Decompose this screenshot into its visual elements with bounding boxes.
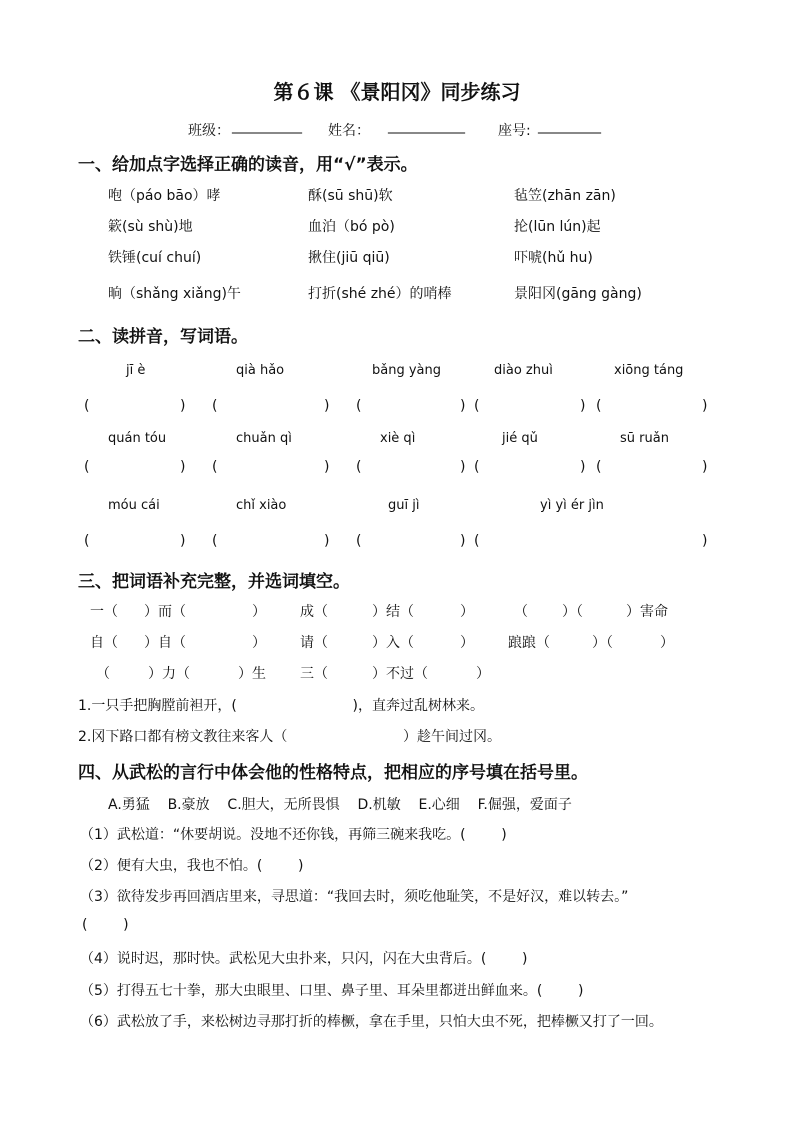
answer-close[interactable]: ) [180, 533, 186, 549]
s1-item: 打折(shé zhé）的哨棒 [308, 286, 452, 302]
question-item: （1）武松道：“休要胡说。没地不还你钱，再筛三碗来我吃。( ) [80, 827, 507, 843]
s1-item: 咆（páo bāo）哮 [108, 188, 221, 204]
answer-close[interactable]: ) [702, 398, 708, 414]
answer-blank[interactable]: ( ) [82, 917, 129, 933]
answer-open[interactable]: ( [84, 459, 90, 475]
idiom-part: ）生 [238, 666, 266, 682]
idiom-part: 踉踉（ [508, 635, 550, 651]
fill-question-1: 1.一只手把胸膛前袒开，( )，直奔过乱树林来。 [78, 698, 484, 714]
question-item: （2）便有大虫，我也不怕。( ) [80, 858, 304, 874]
idiom-part: ）（ [592, 635, 613, 651]
question-item: （4）说时迟，那时快。武松见大虫扑来，只闪，闪在大虫背后。( ) [80, 951, 528, 967]
section3-heading: 三、把词语补充完整，并选词填空。 [78, 572, 350, 592]
fill-question-2: 2.冈下路口都有榜文教往来客人（ ）趁午间过冈。 [78, 729, 502, 745]
idiom-part: ）而（ [144, 604, 186, 620]
answer-open[interactable]: ( [84, 533, 90, 549]
pinyin-prompt: jié qǔ [502, 431, 538, 446]
answer-open[interactable]: ( [212, 459, 218, 475]
answer-close[interactable]: ) [702, 459, 708, 475]
pinyin-prompt: quán tóu [108, 431, 167, 446]
idiom-part: ） [460, 604, 474, 620]
idiom-part: ） [252, 604, 266, 620]
answer-close[interactable]: ) [460, 459, 466, 475]
s1-item: 铁锤(cuí chuí) [108, 250, 202, 266]
answer-open[interactable]: ( [356, 398, 362, 414]
answer-open[interactable]: ( [474, 459, 480, 475]
pinyin-prompt: xiōng táng [614, 363, 684, 378]
s1-item: 景阳冈(gāng gàng) [514, 286, 642, 302]
question-item: （5）打得五七十拳，那大虫眼里、口里、鼻子里、耳朵里都迸出鲜血来。( ) [80, 983, 584, 999]
section1-heading: 一、给加点字选择正确的读音，用“√”表示。 [78, 155, 418, 175]
idiom-part: 请（ [300, 635, 328, 651]
idiom-part: 一（ [90, 604, 118, 620]
idiom-part: ） [660, 635, 674, 651]
s1-item: 吓唬(hǔ hu) [514, 250, 593, 266]
pinyin-prompt: móu cái [108, 498, 160, 513]
idiom-part: ）结（ [372, 604, 414, 620]
idiom-part: （ [514, 604, 528, 620]
pinyin-prompt: bǎng yàng [372, 363, 441, 378]
idiom-part: ） [460, 635, 474, 651]
answer-open[interactable]: ( [474, 533, 480, 549]
s1-item: 抡(lūn lún)起 [514, 219, 601, 235]
page-title: 第６课 《景阳冈》同步练习 [273, 80, 521, 104]
pinyin-prompt: yì yì ér jìn [540, 498, 604, 513]
s1-item: 毡笠(zhān zān) [514, 188, 616, 204]
pinyin-prompt: guī jì [388, 498, 420, 513]
answer-open[interactable]: ( [596, 398, 602, 414]
idiom-part: ）不过（ [372, 666, 428, 682]
answer-close[interactable]: ) [460, 398, 466, 414]
seat-field[interactable]: _________ [538, 118, 601, 134]
s1-item: 酥(sū shū)软 [308, 188, 393, 204]
s1-item: 揪住(jiū qiū) [308, 250, 390, 266]
pinyin-prompt: sū ruǎn [620, 431, 669, 446]
answer-open[interactable]: ( [356, 459, 362, 475]
name-field[interactable]: ___________ [388, 118, 465, 134]
answer-open[interactable]: ( [84, 398, 90, 414]
idiom-part: 成（ [300, 604, 328, 620]
idiom-part: ）力（ [148, 666, 190, 682]
answer-open[interactable]: ( [596, 459, 602, 475]
pinyin-prompt: qià hǎo [236, 363, 285, 378]
answer-close[interactable]: ) [580, 398, 586, 414]
class-field[interactable]: __________ [232, 118, 302, 134]
s1-item: 簌(sù shù)地 [108, 219, 193, 235]
class-label: 班级： [188, 123, 230, 139]
answer-close[interactable]: ) [324, 398, 330, 414]
trait-options: A.勇猛 B.豪放 C.胆大，无所畏惧 D.机敏 E.心细 F.倔强，爱面子 [108, 797, 572, 813]
answer-open[interactable]: ( [212, 533, 218, 549]
answer-open[interactable]: ( [212, 398, 218, 414]
pinyin-prompt: chuǎn qì [236, 431, 292, 446]
idiom-part: ）自（ [144, 635, 186, 651]
s1-item: 晌（shǎng xiǎng)午 [108, 286, 241, 302]
pinyin-prompt: chǐ xiào [236, 498, 287, 513]
section4-heading: 四、从武松的言行中体会他的性格特点，把相应的序号填在括号里。 [78, 763, 588, 783]
name-label: 姓名： [328, 123, 370, 139]
idiom-part: （ [96, 666, 110, 682]
pinyin-prompt: diào zhuì [494, 363, 553, 378]
pinyin-prompt: xiè qì [380, 431, 416, 446]
idiom-part: ）入（ [372, 635, 414, 651]
s1-item: 血泊（bó pò) [308, 219, 395, 235]
question-item: （6）武松放了手，来松树边寻那打折的棒橛，拿在手里，只怕大虫不死，把棒橛又打了一回。 [80, 1014, 663, 1030]
idiom-part: ）（ [562, 604, 583, 620]
idiom-part: 自（ [90, 635, 118, 651]
answer-open[interactable]: ( [474, 398, 480, 414]
answer-open[interactable]: ( [356, 533, 362, 549]
pinyin-prompt: jī è [126, 363, 146, 378]
answer-close[interactable]: ) [460, 533, 466, 549]
answer-close[interactable]: ) [324, 459, 330, 475]
section2-heading: 二、读拼音，写词语。 [78, 327, 248, 347]
answer-close[interactable]: ) [180, 398, 186, 414]
answer-close[interactable]: ) [180, 459, 186, 475]
idiom-part: ） [252, 635, 266, 651]
idiom-part: ） [476, 666, 490, 682]
answer-close[interactable]: ) [702, 533, 708, 549]
question-item: （3）欲待发步再回酒店里来，寻思道：“我回去时，须吃他耻笑，不是好汉，难以转去。” [80, 889, 629, 905]
idiom-part: 三（ [300, 666, 328, 682]
idiom-part: ）害命 [626, 604, 668, 620]
answer-close[interactable]: ) [580, 459, 586, 475]
answer-close[interactable]: ) [324, 533, 330, 549]
seat-label: 座号: [498, 123, 531, 139]
